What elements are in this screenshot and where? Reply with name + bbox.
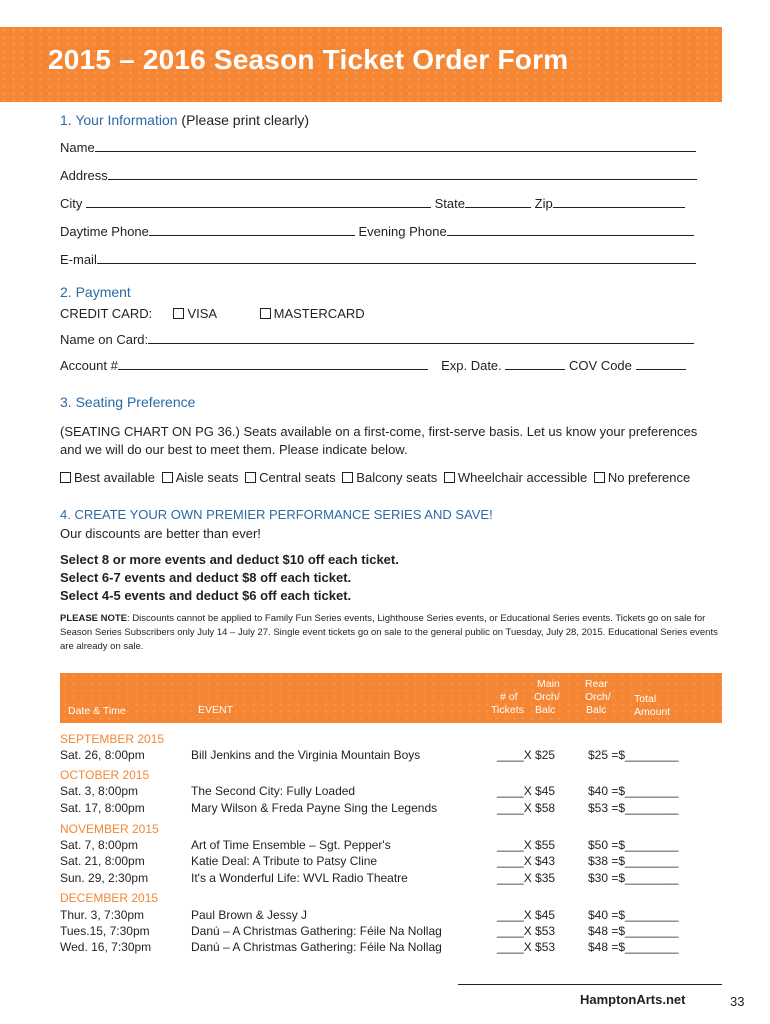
option-label: Best available: [74, 470, 155, 485]
event-date: Sun. 29, 2:30pm: [60, 871, 149, 885]
section-heading: 4. CREATE YOUR OWN PREMIER PERFORMANCE SERIES AND SAVE!: [60, 507, 493, 522]
event-name: The Second City: Fully Loaded: [191, 784, 356, 798]
section-subheading: (Please print clearly): [181, 112, 310, 128]
aisle-seats-checkbox[interactable]: [162, 472, 173, 483]
exp-date-field[interactable]: [505, 358, 565, 370]
col-rear-2: Orch/: [585, 691, 611, 703]
event-date: Sat. 3, 8:00pm: [60, 784, 139, 798]
footer-divider: [458, 984, 722, 985]
name-field[interactable]: [95, 140, 696, 152]
table-row: [60, 908, 722, 924]
event-date: Sat. 21, 8:00pm: [60, 854, 145, 868]
main-price[interactable]: ____X $58: [497, 801, 556, 815]
col-event: EVENT: [198, 704, 234, 716]
daytime-phone-field[interactable]: [149, 224, 355, 236]
main-price[interactable]: ____X $53: [497, 940, 556, 954]
rear-price[interactable]: $38 =$________: [588, 854, 679, 868]
name-on-card-label: Name on Card:: [60, 332, 149, 347]
city-row: [60, 196, 685, 211]
account-field[interactable]: [118, 358, 428, 370]
month-heading: DECEMBER 2015: [60, 891, 159, 905]
col-rear-1: Rear: [585, 678, 608, 690]
account-label: Account #: [60, 358, 118, 373]
page-number: 33: [730, 994, 745, 1009]
main-price[interactable]: ____X $45: [497, 784, 556, 798]
email-row: [60, 252, 696, 267]
section-heading: 2. Payment: [60, 284, 131, 300]
please-note: [60, 612, 720, 654]
section-heading: 3. Seating Preference: [60, 394, 196, 410]
address-field[interactable]: [108, 168, 697, 180]
table-row: [60, 838, 722, 854]
section-heading: 1. Your Information: [60, 112, 178, 128]
email-field[interactable]: [97, 252, 696, 264]
daytime-phone-label: Daytime Phone: [60, 224, 149, 239]
balcony-seats-checkbox[interactable]: [342, 472, 353, 483]
mastercard-label: MASTERCARD: [273, 306, 365, 321]
zip-label: Zip: [534, 196, 553, 211]
seating-instructions: (SEATING CHART ON PG 36.) Seats available on a first-come, first-serve basis. Let us know your preferences and we will do our best to meet them. Please indicate below.: [60, 424, 698, 457]
credit-card-label: CREDIT CARD:: [60, 306, 153, 321]
rear-price[interactable]: $48 =$________: [588, 924, 679, 938]
col-tickets-1: # of: [500, 691, 518, 703]
option-label: Aisle seats: [175, 470, 239, 485]
credit-card-row: [60, 306, 365, 321]
note-label: PLEASE NOTE: [60, 613, 128, 624]
col-rear-3: Balc: [586, 704, 607, 716]
evening-phone-label: Evening Phone: [358, 224, 447, 239]
event-name: Danú – A Christmas Gathering: Féile Na Nollag: [191, 940, 442, 954]
event-name: Danú – A Christmas Gathering: Féile Na Nollag: [191, 924, 442, 938]
main-price[interactable]: ____X $53: [497, 924, 556, 938]
col-main-2: Orch/: [534, 691, 560, 703]
evening-phone-field[interactable]: [447, 224, 694, 236]
name-on-card-row: [60, 332, 694, 347]
month-heading: OCTOBER 2015: [60, 768, 150, 782]
col-date: Date & Time: [68, 705, 126, 717]
address-label: Address: [60, 168, 108, 183]
city-label: City: [60, 196, 83, 211]
name-label: Name: [60, 140, 95, 155]
main-price[interactable]: ____X $43: [497, 854, 556, 868]
cov-code-label: COV Code: [569, 358, 632, 373]
main-price[interactable]: ____X $35: [497, 871, 556, 885]
best-available-checkbox[interactable]: [60, 472, 71, 483]
rear-price[interactable]: $53 =$________: [588, 801, 679, 815]
address-row: [60, 168, 697, 183]
zip-field[interactable]: [553, 196, 685, 208]
seating-options: [60, 470, 690, 485]
event-date: Sat. 26, 8:00pm: [60, 748, 145, 762]
deal-8-plus: Select 8 or more events and deduct $10 off each ticket.: [60, 552, 399, 567]
rear-price[interactable]: $40 =$________: [588, 908, 679, 922]
email-label: E-mail: [60, 252, 97, 267]
main-price[interactable]: ____X $25: [497, 748, 556, 762]
section-your-information: [60, 112, 309, 128]
section-seating: [60, 394, 195, 410]
visa-label: VISA: [187, 306, 217, 321]
option-label: Balcony seats: [356, 470, 438, 485]
central-seats-checkbox[interactable]: [245, 472, 256, 483]
mastercard-checkbox[interactable]: [260, 308, 271, 319]
event-date: Thur. 3, 7:30pm: [60, 908, 145, 922]
event-name: Bill Jenkins and the Virginia Mountain Boys: [191, 748, 421, 762]
city-field[interactable]: [86, 196, 431, 208]
note-text: : Discounts cannot be applied to Family Fun Series events, Lighthouse Series events, or Educational Series events. Tickets go on sale for Season Series Subscribers only July 14 – July 27. Single event tickets go on sale to the general public on Tuesday, July 28, 2015. Educational Series events are already on sale.: [60, 613, 718, 652]
main-price[interactable]: ____X $45: [497, 908, 556, 922]
col-main-1: Main: [537, 678, 560, 690]
event-name: Mary Wilson & Freda Payne Sing the Legends: [191, 801, 438, 815]
name-on-card-field[interactable]: [148, 332, 694, 344]
table-row: [60, 940, 722, 956]
event-date: Sat. 17, 8:00pm: [60, 801, 145, 815]
page-title: 2015 – 2016 Season Ticket Order Form: [48, 44, 569, 75]
event-name: Paul Brown & Jessy J: [191, 908, 308, 922]
main-price[interactable]: ____X $55: [497, 838, 556, 852]
rear-price[interactable]: $25 =$________: [588, 748, 679, 762]
table-row: [60, 801, 722, 817]
state-label: State: [434, 196, 465, 211]
table-row: [60, 871, 722, 887]
event-table-header: [60, 673, 722, 723]
event-date: Tues.15, 7:30pm: [60, 924, 150, 938]
cov-code-field[interactable]: [636, 358, 686, 370]
exp-date-label: Exp. Date.: [441, 358, 502, 373]
section-series: [60, 507, 493, 522]
table-row: [60, 784, 722, 800]
col-total-2: Amount: [634, 706, 671, 718]
wheelchair-checkbox[interactable]: [444, 472, 455, 483]
rear-price[interactable]: $50 =$________: [588, 838, 679, 852]
option-label: Wheelchair accessible: [457, 470, 588, 485]
table-row: [60, 854, 722, 870]
section-payment: [60, 284, 131, 300]
table-row: [60, 924, 722, 940]
table-row: [60, 748, 722, 764]
event-date: Wed. 16, 7:30pm: [60, 940, 152, 954]
rear-price[interactable]: $48 =$________: [588, 940, 679, 954]
phone-row: [60, 224, 694, 239]
discount-subtitle: Our discounts are better than ever!: [60, 526, 261, 541]
no-preference-checkbox[interactable]: [594, 472, 605, 483]
option-label: No preference: [607, 470, 691, 485]
name-row: [60, 140, 696, 155]
deal-6-7: Select 6-7 events and deduct $8 off each ticket.: [60, 570, 352, 585]
rear-price[interactable]: $40 =$________: [588, 784, 679, 798]
event-name: It's a Wonderful Life: WVL Radio Theatre: [191, 871, 408, 885]
option-label: Central seats: [259, 470, 336, 485]
account-row: [60, 358, 686, 373]
state-field[interactable]: [465, 196, 531, 208]
deal-4-5: Select 4-5 events and deduct $6 off each ticket.: [60, 588, 352, 603]
rear-price[interactable]: $30 =$________: [588, 871, 679, 885]
month-heading: NOVEMBER 2015: [60, 822, 159, 836]
title-banner: [0, 27, 722, 102]
col-main-3: Balc: [535, 704, 556, 716]
event-name: Katie Deal: A Tribute to Patsy Cline: [191, 854, 378, 868]
month-heading: SEPTEMBER 2015: [60, 732, 165, 746]
col-total-1: Total: [634, 693, 657, 705]
visa-checkbox[interactable]: [173, 308, 184, 319]
col-tickets-2: Tickets: [491, 704, 524, 716]
event-name: Art of Time Ensemble – Sgt. Pepper's: [191, 838, 391, 852]
event-date: Sat. 7, 8:00pm: [60, 838, 139, 852]
footer-site: HamptonArts.net: [580, 992, 686, 1007]
